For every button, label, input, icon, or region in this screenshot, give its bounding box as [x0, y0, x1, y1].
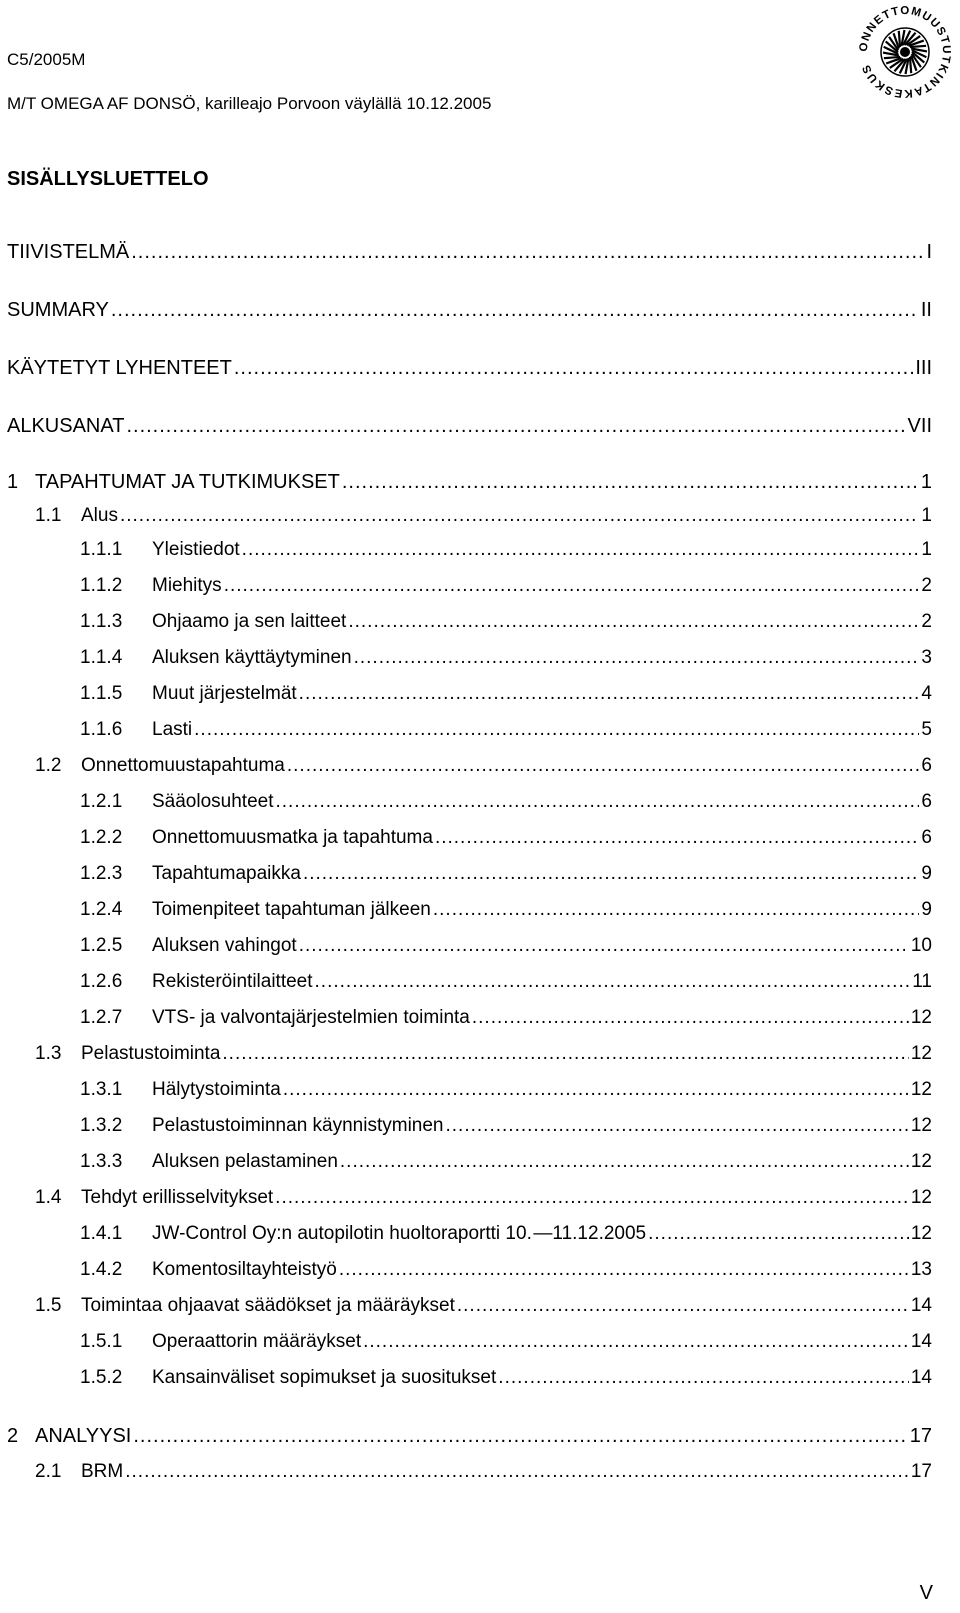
- toc-entry[interactable]: [35, 1186, 932, 1210]
- leader-dots: [457, 1294, 909, 1318]
- toc-entry-title: TAPAHTUMAT JA TUTKIMUKSET: [35, 471, 340, 493]
- toc-entry[interactable]: [80, 610, 932, 634]
- toc-entry-title: Tapahtumapaikka: [152, 863, 301, 884]
- leader-dots: [194, 718, 919, 742]
- leader-dots: [222, 1042, 908, 1066]
- toc-entry[interactable]: [80, 1222, 932, 1246]
- leader-dots: [354, 646, 920, 670]
- leader-dots: [224, 574, 920, 598]
- toc-entry[interactable]: [35, 504, 932, 528]
- toc-entry[interactable]: [80, 1078, 932, 1102]
- toc-entry-title: KÄYTETYT LYHENTEET: [7, 357, 232, 379]
- toc-entry-title: Onnettomuustapahtuma: [81, 755, 285, 776]
- toc-entry-page: VII: [907, 415, 932, 437]
- leader-dots: [303, 862, 919, 886]
- toc-entry-page: 12: [910, 1223, 932, 1244]
- toc-entry[interactable]: [80, 1114, 932, 1138]
- leader-dots: [433, 898, 920, 922]
- toc-entry-number: 1.2.2: [80, 827, 123, 848]
- leader-dots: [125, 1460, 909, 1484]
- toc-entry[interactable]: [80, 898, 932, 922]
- toc-entry-title: TIIVISTELMÄ: [7, 241, 130, 263]
- toc-entry-title: Tehdyt erillisselvitykset: [81, 1187, 274, 1208]
- toc-entry-number: 1.1: [35, 505, 62, 526]
- toc-entry-page: 10: [910, 935, 932, 956]
- toc-entry-page: 6: [921, 755, 932, 776]
- toc-entry-number: 1.2.5: [80, 935, 123, 956]
- leader-dots: [446, 1114, 909, 1138]
- toc-entry[interactable]: [80, 1330, 932, 1354]
- toc-entry-number: 1.2.7: [80, 1007, 123, 1028]
- toc-entry-page: II: [920, 299, 932, 321]
- toc-entry-title: Miehitys: [152, 575, 222, 596]
- leader-dots: [339, 1258, 909, 1282]
- toc-entry-page: 12: [910, 1079, 932, 1100]
- toc-entry[interactable]: [80, 1258, 932, 1282]
- toc-entry-number: 1.4.1: [80, 1223, 123, 1244]
- toc-entry[interactable]: [7, 1424, 932, 1448]
- leader-dots: [299, 934, 909, 958]
- toc-entry-page: 17: [910, 1461, 932, 1482]
- toc-entry-page: 13: [910, 1259, 932, 1280]
- toc-entry-page: 4: [921, 683, 932, 704]
- toc-entry-page: 2: [921, 611, 932, 632]
- toc-entry-page: 9: [921, 899, 932, 920]
- toc-entry-title: Muut järjestelmät: [152, 683, 297, 704]
- leader-dots: [120, 504, 919, 528]
- toc-entry-title: Pelastustoiminta: [81, 1043, 221, 1064]
- logo-ray: [910, 46, 926, 47]
- toc-entry-number: 1.1.4: [80, 647, 123, 668]
- toc-entry-number: 1.5.1: [80, 1331, 123, 1352]
- toc-entry-page: 6: [921, 791, 932, 812]
- toc-entry-number: 1.5: [35, 1295, 62, 1316]
- toc-entry[interactable]: [7, 298, 932, 322]
- toc-entry-title: Lasti: [152, 719, 193, 740]
- toc-entry[interactable]: [80, 538, 932, 562]
- toc-entry-page: 11: [912, 971, 932, 992]
- toc-entry[interactable]: [80, 1006, 932, 1030]
- toc-entry[interactable]: [80, 682, 932, 706]
- toc-entry-number: 1.1.3: [80, 611, 123, 632]
- toc-entry-title: BRM: [81, 1461, 124, 1482]
- toc-entry-number: 1.1.2: [80, 575, 123, 596]
- toc-entry-title: ANALYYSI: [35, 1425, 132, 1447]
- toc-entry-page: 17: [909, 1425, 932, 1447]
- toc-entry-page: 12: [910, 1007, 932, 1028]
- toc-entry-number: 1.1.6: [80, 719, 123, 740]
- toc-entry[interactable]: [80, 574, 932, 598]
- logo-ray: [884, 57, 900, 58]
- toc-entry-page: 2: [921, 575, 932, 596]
- toc-entry-page: 14: [910, 1331, 932, 1352]
- toc-entry[interactable]: [80, 718, 932, 742]
- toc-entry-number: 1.1.5: [80, 683, 123, 704]
- toc-entry-page: 12: [910, 1187, 932, 1208]
- toc-entry-number: 1.3.3: [80, 1151, 123, 1172]
- toc-entry-title: Aluksen käyttäytyminen: [152, 647, 352, 668]
- toc-entry[interactable]: [7, 240, 932, 264]
- leader-dots: [315, 970, 911, 994]
- toc-entry-title: Rekisteröintilaitteet: [152, 971, 313, 992]
- leader-dots: [234, 356, 913, 380]
- leader-dots: [126, 414, 905, 438]
- toc-entry-title: VTS- ja valvontajärjestelmien toiminta: [152, 1007, 470, 1028]
- toc-entry-number: 1: [7, 471, 19, 493]
- toc-entry-title: Aluksen pelastaminen: [152, 1151, 338, 1172]
- toc-entry-title: Sääolosuhteet: [152, 791, 274, 812]
- leader-dots: [111, 298, 919, 322]
- toc-entry[interactable]: [80, 646, 932, 670]
- page-number: V: [919, 1582, 933, 1604]
- report-subtitle: M/T OMEGA AF DONSÖ, karilleajo Porvoon väylällä 10.12.2005: [7, 94, 492, 113]
- toc-entry-title: Toimintaa ohjaavat säädökset ja määräykset: [81, 1295, 455, 1316]
- toc-entry-number: 1.2.6: [80, 971, 123, 992]
- leader-dots: [348, 610, 919, 634]
- toc-entry-page: 12: [910, 1115, 932, 1136]
- toc-entry-number: 1.4: [35, 1187, 62, 1208]
- toc-entry-number: 1.2.1: [80, 791, 123, 812]
- toc-entry[interactable]: [80, 826, 932, 850]
- toc-entry-number: 2: [7, 1425, 19, 1447]
- toc-entry-title: Alus: [81, 505, 118, 526]
- leader-dots: [648, 1222, 909, 1246]
- toc-entry-title: Komentosiltayhteistyö: [152, 1259, 337, 1280]
- toc-entry-page: 14: [910, 1295, 932, 1316]
- toc-entry-number: 1.5.2: [80, 1367, 123, 1388]
- toc-entry-number: 1.3.2: [80, 1115, 123, 1136]
- toc-entry-title: JW-Control Oy:n autopilotin huoltoraportti 10. —11.12.2005: [152, 1223, 647, 1244]
- toc-entry-page: 14: [910, 1367, 932, 1388]
- leader-dots: [133, 1424, 907, 1448]
- toc-entry-title: Pelastustoiminnan käynnistyminen: [152, 1115, 444, 1136]
- svg-text:ONNETTOMUUSTUTKINTAKESKUS: ONNETTOMUUSTUTKINTAKESKUS: [857, 4, 953, 100]
- toc-entry-number: 1.4.2: [80, 1259, 123, 1280]
- toc-entry[interactable]: [80, 790, 932, 814]
- toc-entry-page: 9: [921, 863, 932, 884]
- leader-dots: [472, 1006, 909, 1030]
- toc-entry[interactable]: [80, 1150, 932, 1174]
- leader-dots: [498, 1366, 909, 1390]
- leader-dots: [283, 1078, 909, 1102]
- toc-entry[interactable]: [7, 356, 932, 380]
- document-id: C5/2005M: [7, 50, 86, 69]
- leader-dots: [287, 754, 920, 778]
- leader-dots: [276, 790, 920, 814]
- toc-entry-title: Ohjaamo ja sen laitteet: [152, 611, 347, 632]
- toc-entry-title: Onnettomuusmatka ja tapahtuma: [152, 827, 433, 848]
- logo-ray: [910, 57, 911, 73]
- toc-entry[interactable]: [80, 1366, 932, 1390]
- toc-entry[interactable]: [7, 470, 932, 494]
- toc-entry-number: 1.1.1: [80, 539, 123, 560]
- toc-entry-number: 1.2.4: [80, 899, 123, 920]
- leader-dots: [131, 240, 924, 264]
- toc-entry-number: 1.3: [35, 1043, 62, 1064]
- toc-entry-title: Toimenpiteet tapahtuman jälkeen: [152, 899, 431, 920]
- leader-dots: [435, 826, 919, 850]
- toc-entry-page: 12: [910, 1151, 932, 1172]
- toc-entry-title: Operaattorin määräykset: [152, 1331, 362, 1352]
- toc-entry-number: 2.1: [35, 1461, 62, 1482]
- logo-ray: [899, 31, 900, 47]
- toc-entry-number: 1.2: [35, 755, 62, 776]
- toc-entry[interactable]: [80, 862, 932, 886]
- toc-entry-page: 1: [920, 471, 932, 493]
- toc-entry-page: 1: [921, 505, 932, 526]
- toc-entry-number: 1.3.1: [80, 1079, 123, 1100]
- toc-entry-page: 6: [921, 827, 932, 848]
- toc-entry[interactable]: [35, 1294, 932, 1318]
- leader-dots: [275, 1186, 909, 1210]
- toc-entry[interactable]: [80, 934, 932, 958]
- toc-entry[interactable]: [35, 754, 932, 778]
- leader-dots: [342, 470, 919, 494]
- toc-entry-page: I: [926, 241, 932, 263]
- toc-entry[interactable]: [7, 414, 932, 438]
- toc-entry-page: 12: [910, 1043, 932, 1064]
- toc-entry-title: SUMMARY: [7, 299, 109, 321]
- leader-dots: [363, 1330, 909, 1354]
- toc-entry-page: 1: [921, 539, 932, 560]
- toc-entry-title: Kansainväliset sopimukset ja suositukset: [152, 1367, 497, 1388]
- toc-entry-title: ALKUSANAT: [7, 415, 125, 437]
- toc-entry[interactable]: [35, 1042, 932, 1066]
- toc-entry[interactable]: [35, 1460, 932, 1484]
- investigation-board-logo: [855, 2, 955, 102]
- toc-entry-page: 3: [921, 647, 932, 668]
- leader-dots: [299, 682, 920, 706]
- toc-entry-page: 5: [921, 719, 932, 740]
- toc-entry-title: Yleistiedot: [152, 539, 240, 560]
- toc-title: SISÄLLYSLUETTELO: [7, 168, 209, 190]
- toc-entry-number: 1.2.3: [80, 863, 123, 884]
- toc-entry-page: III: [915, 357, 932, 379]
- toc-entry-title: Hälytystoiminta: [152, 1079, 281, 1100]
- leader-dots: [242, 538, 920, 562]
- toc-entry[interactable]: [80, 970, 932, 994]
- leader-dots: [340, 1150, 909, 1174]
- toc-entry-title: Aluksen vahingot: [152, 935, 297, 956]
